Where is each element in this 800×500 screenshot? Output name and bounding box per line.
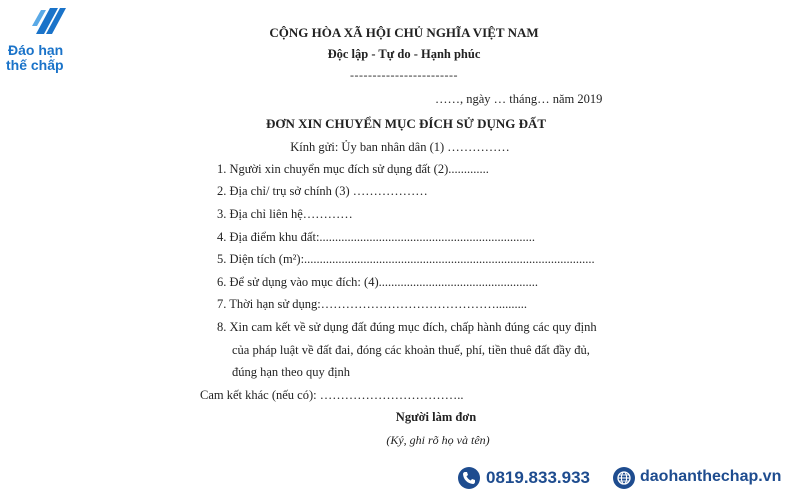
addressee-line: Kính gửi: Ủy ban nhân dân (1) ……………: [290, 140, 510, 154]
list-item: 3. Địa chỉ liên hệ…………: [217, 207, 353, 221]
header-separator: ------------------------: [350, 68, 458, 82]
list-item: 7. Thời hạn sử dụng:……………………………………..........: [217, 297, 528, 311]
signer-label: Người làm đơn: [395, 410, 477, 424]
national-header: CỘNG HÒA XÃ HỘI CHỦ NGHĨA VIỆT NAM: [269, 25, 539, 40]
date-line: ……, ngày … tháng… năm 2019: [435, 92, 603, 106]
contact-website[interactable]: daohanthechap.vn: [640, 468, 782, 485]
list-item-continuation: của pháp luật về đất đai, đóng các khoản thuế, phí, tiền thuê đất đầy đủ,: [232, 343, 590, 357]
list-item: 1. Người xin chuyển mục đích sử dụng đất (2).............: [217, 162, 489, 176]
contact-phone[interactable]: 0819.833.933: [486, 468, 590, 487]
list-item: 8. Xin cam kết về sử dụng đất đúng mục đích, chấp hành đúng các quy định: [217, 320, 597, 334]
brand-line2: thế chấp: [6, 57, 64, 73]
signer-note: (Ký, ghi rõ họ và tên): [386, 433, 490, 447]
list-item-continuation: đúng hạn theo quy định: [232, 365, 351, 379]
document-title: ĐƠN XIN CHUYỂN MỤC ĐÍCH SỬ DỤNG ĐẤT: [265, 116, 547, 131]
brand-line1: Đáo hạn: [8, 42, 64, 58]
list-item: 4. Địa điểm khu đất:.....................................................................: [217, 230, 536, 244]
national-motto: Độc lập - Tự do - Hạnh phúc: [327, 47, 481, 61]
list-item: 5. Diện tích (m²):.............................................................................................: [217, 252, 595, 266]
other-commitment: Cam kết khác (nếu có): ……………………………..: [200, 388, 464, 402]
list-item: 6. Để sử dụng vào mục đích: (4)...................................................: [217, 275, 538, 289]
contact-footer: [410, 462, 800, 500]
phone-icon: [458, 467, 480, 489]
list-item: 2. Địa chỉ/ trụ sở chính (3) ………………: [217, 184, 428, 198]
globe-icon: [613, 467, 635, 489]
